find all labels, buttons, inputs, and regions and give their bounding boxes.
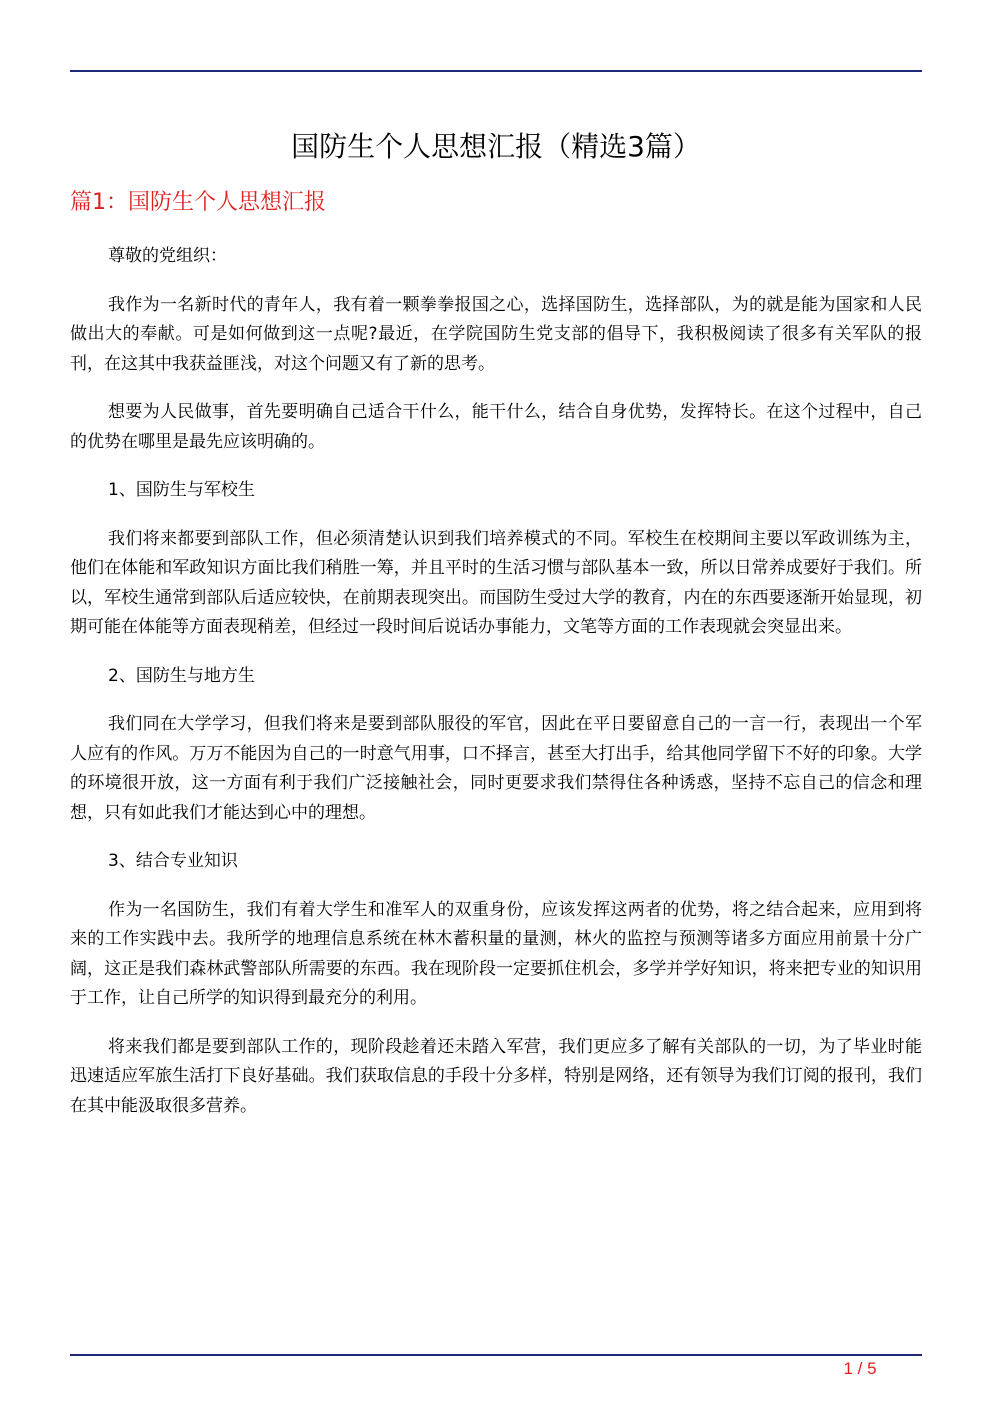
salutation: 尊敬的党组织： bbox=[108, 246, 227, 266]
page-indicator: 1 / 5 bbox=[843, 1359, 877, 1378]
subheading: 1、国防生与军校生 bbox=[108, 480, 255, 500]
subheading: 3、结合专业知识 bbox=[108, 851, 238, 871]
body-paragraph: 想要为人民做事，首先要明确自己适合干什么，能干什么，结合自身优势，发挥特长。在这个过程中，自己的优势在哪里是最先应该明确的。 bbox=[70, 402, 922, 452]
body-paragraph: 我们同在大学学习，但我们将来是要到部队服役的军官，因此在平日要留意自己的一言一行，表现出一个军人应有的作风。万万不能因为自己的一时意气用事，口不择言，甚至大打出手，给其他同学留下不好的印象。大学的环境很开放，这一方面有利于我们广泛接触社会，同时更要求我们禁得住各种诱惑，坚持不忘自己的信念和理想，只有如此我们才能达到心中的理想。 bbox=[70, 714, 922, 823]
body-paragraph: 我作为一名新时代的青年人，我有着一颗拳拳报国之心，选择国防生，选择部队，为的就是能为国家和人民做出大的奉献。可是如何做到这一点呢?最近，在学院国防生党支部的倡导下，我积极阅读了很多有关军队的报刊，在这其中我获益匪浅，对这个问题又有了新的思考。 bbox=[70, 294, 922, 374]
subheading: 2、国防生与地方生 bbox=[108, 665, 255, 686]
header-rule bbox=[70, 70, 922, 72]
document-title: 国防生个人思想汇报（精选3篇） bbox=[291, 130, 701, 163]
body-paragraph: 将来我们都是要到部队工作的，现阶段趁着还未踏入军营，我们更应多了解有关部队的一切，为了毕业时能迅速适应军旅生活打下良好基础。我们获取信息的手段十分多样，特别是网络，还有领导为我们订阅的报刊，我们在其中能汲取很多营养。 bbox=[70, 1036, 922, 1116]
document-body bbox=[70, 242, 922, 1140]
body-paragraph: 我们将来都要到部队工作，但必须清楚认识到我们培养模式的不同。军校生在校期间主要以军政训练为主，他们在体能和军政知识方面比我们稍胜一筹，并且平时的生活习惯与部队基本一致，所以日常养成要好于我们。所以，军校生通常到部队后适应较快，在前期表现突出。而国防生受过大学的教育，内在的东西要逐渐开始显现，初期可能在体能等方面表现稍差，但经过一段时间后说话办事能力，文笔等方面的工作表现就会突显出来。 bbox=[70, 528, 922, 637]
footer-rule bbox=[70, 1354, 922, 1356]
body-paragraph: 作为一名国防生，我们有着大学生和准军人的双重身份，应该发挥这两者的优势，将之结合起来，应用到将来的工作实践中去。我所学的地理信息系统在林木蓄积量的量测，林火的监控与预测等诸多方面应用前景十分广阔，这正是我们森林武警部队所需要的东西。我在现阶段一定要抓住机会，多学并学好知识，将来把专业的知识用于工作，让自己所学的知识得到最充分的利用。 bbox=[70, 899, 922, 1008]
section-heading: 篇1：国防生个人思想汇报 bbox=[70, 190, 326, 215]
